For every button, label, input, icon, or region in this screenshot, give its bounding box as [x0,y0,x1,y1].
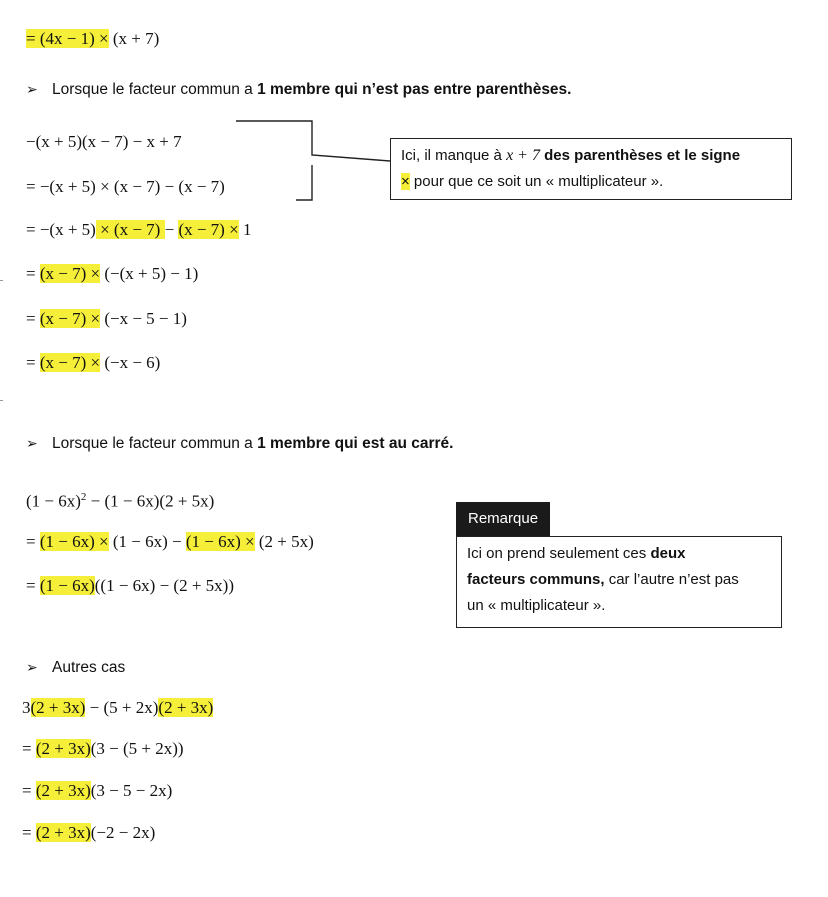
remark-box: Ici on prend seulement ces deux facteurs communs, car l’autre n’est pas un « multiplicateur ». [456,536,782,628]
scan-mark [0,400,3,401]
s1-line4: = (x − 7) × (−(x + 5) − 1) [26,264,199,283]
section1-heading: ➢ Lorsque le facteur commun a 1 membre qui n’est pas entre parenthèses. [26,78,571,101]
section3-heading: ➢ Autres cas [26,656,125,679]
scan-mark [0,280,3,281]
s2-line3: = (1 − 6x)((1 − 6x) − (2 + 5x)) [26,576,234,595]
s2-line1: $(1 - 6x)^2 - (1 - 6x)(2 + 5x)$ [26,491,215,511]
s1-line5: = (x − 7) × (−x − 5 − 1) [26,309,187,328]
note-box: Ici, il manque à x + 7 des parenthèses et le signe × pour que ce soit un « multiplicateur ». [390,138,792,200]
s1-line3: = −(x + 5) × (x − 7) − (x − 7) × 1 [26,220,252,239]
section2-heading: ➢ Lorsque le facteur commun a 1 membre qui est au carré. [26,432,453,455]
top-equation: = (4x − 1) × (x + 7) [26,29,160,48]
remark-title: Remarque [456,502,550,536]
arrow-bullet-icon: ➢ [26,435,38,451]
s3-line4: = (2 + 3x)(−2 − 2x) [22,823,156,842]
s3-line3: = (2 + 3x)(3 − 5 − 2x) [22,781,173,800]
s1-line6: = (x − 7) × (−x − 6) [26,353,161,372]
arrow-bullet-icon: ➢ [26,81,38,97]
s1-line2: = −(x + 5) × (x − 7) − (x − 7) [26,177,225,196]
s2-line2: = (1 − 6x) × (1 − 6x) − (1 − 6x) × (2 + 5x) [26,532,314,551]
s1-line1: −(x + 5)(x − 7) − x + 7 [26,132,182,151]
s3-line2: = (2 + 3x)(3 − (5 + 2x)) [22,739,184,758]
arrow-bullet-icon: ➢ [26,659,38,675]
s3-line1: 3(2 + 3x) − (5 + 2x)(2 + 3x) [22,698,214,717]
